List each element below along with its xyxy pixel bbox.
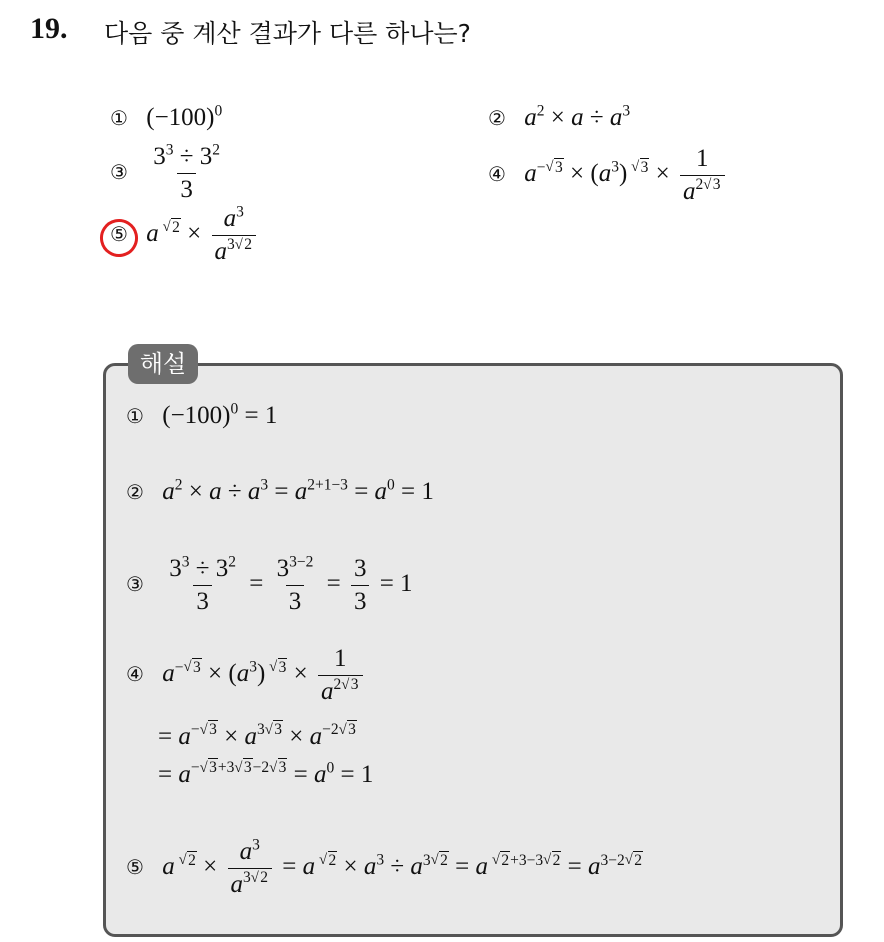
- solution-step-2: ② $a^2 \times a \div a^3 = a^{2+1-3} = a^0 = 1$: [126, 476, 434, 505]
- solution-marker: ①: [126, 404, 144, 428]
- solution-step-5: ⑤ a $^2$ × $\frac{a^3}{a^{3 2}}$ = a $^2 \times a^3 \div a^{3 2} = a$ $^{2+3-3 2} = a^{3-2 2}$: [126, 836, 642, 898]
- choice-2-expression: $a^2 \times a \div a^3$: [524, 102, 631, 131]
- choice-marker: ③: [110, 160, 128, 185]
- choice-4[interactable]: [488, 145, 729, 206]
- solution-marker: ③: [126, 572, 144, 597]
- solution-step-4: ④ $a^{- 3} \times (a^3) ^3$ × $\frac{1}{a^{2 3}}$: [126, 645, 367, 706]
- choice-5-fraction: $\frac{a^3}{a^{3 2}}$: [212, 205, 257, 266]
- choice-5-expression: a $^2$ ×: [146, 218, 202, 248]
- choice-2[interactable]: [488, 104, 630, 132]
- solution-marker: ④: [126, 662, 144, 687]
- choice-4-expression: $a^{- 3} \times (a^3) ^3$ ×: [524, 158, 670, 188]
- solution-step-1: ① $(-100)^0 = 1$: [126, 400, 278, 429]
- solution-step-3: ③ $\frac{3^3 \div 3^2}{3}$ = $\frac{3^{3-2}}{3}$ = $\frac{3}{3}$ = 1: [126, 553, 413, 615]
- question-text: 다음 중 계산 결과가 다른 하나는?: [104, 19, 471, 48]
- choice-marker: ①: [110, 106, 128, 130]
- solution-marker: ②: [126, 480, 144, 504]
- choice-marker: ②: [488, 106, 506, 130]
- solution-marker: ⑤: [126, 855, 144, 880]
- question-number: 19.: [30, 12, 68, 45]
- solution-step-4-line-3: = $a^{- 3+3 3-2 3} = a^0 = 1$: [158, 759, 374, 788]
- choice-5[interactable]: [110, 205, 260, 266]
- choice-1[interactable]: [110, 104, 222, 132]
- choice-3-fraction: $\frac{3^3 \div 3^2}{3}$: [153, 141, 220, 203]
- solution-step-4-line-2: = $a^{- 3} \times a^{3 3} \times a^{-2 3}$: [158, 721, 356, 750]
- choice-3[interactable]: [110, 143, 227, 204]
- choice-1-expression: $(-100)^0$: [146, 102, 223, 131]
- solution-label: 해설: [128, 344, 198, 384]
- choice-marker: ⑤: [110, 222, 128, 247]
- choice-marker: ④: [488, 162, 506, 187]
- choice-4-fraction: $\frac{1}{a^{2 3}}$: [680, 145, 725, 206]
